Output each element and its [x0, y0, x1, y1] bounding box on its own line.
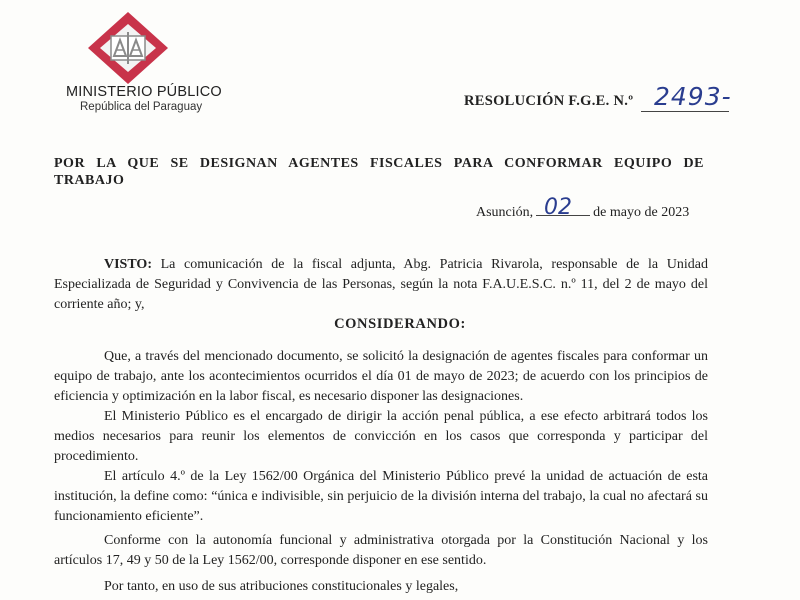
considerando-heading: CONSIDERANDO: [334, 316, 466, 332]
date-day-handwritten: 02 [544, 195, 572, 220]
ministerio-publico-logo-icon [84, 10, 172, 86]
resolution-label: RESOLUCIÓN F.G.E. N.º [464, 93, 634, 109]
paragraph-4: Conforme con la autonomía funcional y administrativa otorgada por la Constitución Nacional y los artículos 17, 49 y 50 de la Ley 1562/00, corresponde disponer en ese sentido. [54, 533, 708, 568]
date-rest: de mayo de 2023 [593, 205, 690, 220]
document-title: POR LA QUE SE DESIGNAN AGENTES FISCALES PARA CONFORMAR EQUIPO DE TRABAJO [54, 156, 704, 188]
considerando-section [54, 347, 708, 597]
paragraph-2: El Ministerio Público es el encargado de dirigir la acción penal pública, a ese efecto arbitrará todos los medios necesarios para reunir los elementos de convicción en los casos que corresponda y participar del procedimiento. [54, 409, 708, 464]
date-city: Asunción, [476, 205, 534, 220]
resolution-underline [641, 111, 729, 112]
document-date [476, 205, 689, 221]
paragraph-3: El artículo 4.º de la Ley 1562/00 Orgánica del Ministerio Público prevé la unidad de actuación de esta institución, la define como: “única e indivisible, sin perjuicio de la división interna del trabajo, la cual no afectará su funcionamiento eficiente”. [54, 469, 708, 524]
org-name: MINISTERIO PÚBLICO [66, 84, 222, 100]
org-subtitle: República del Paraguay [80, 101, 203, 113]
paragraph-5: Por tanto, en uso de sus atribuciones constitucionales y legales, [104, 579, 459, 594]
resolution-number-handwritten: 2493- [654, 82, 732, 111]
visto-section [54, 255, 708, 315]
visto-label: VISTO: [104, 257, 152, 272]
paragraph-1: Que, a través del mencionado documento, se solicitó la designación de agentes fiscales para conformar un equipo de trabajo, ante los acontecimientos ocurridos el día 01 de mayo de 2023; de acuerdo con los principios de eficiencia y optimización en la labor fiscal, es necesario disponer las designaciones. [54, 349, 708, 404]
visto-text: La comunicación de la fiscal adjunta, Abg. Patricia Rivarola, responsable de la Unidad Especializada de Seguridad y Convivencia de las Personas, según la nota F.A.U.E.S.C. n.º 11, del 2 de mayo del corriente año; y, [54, 257, 708, 312]
